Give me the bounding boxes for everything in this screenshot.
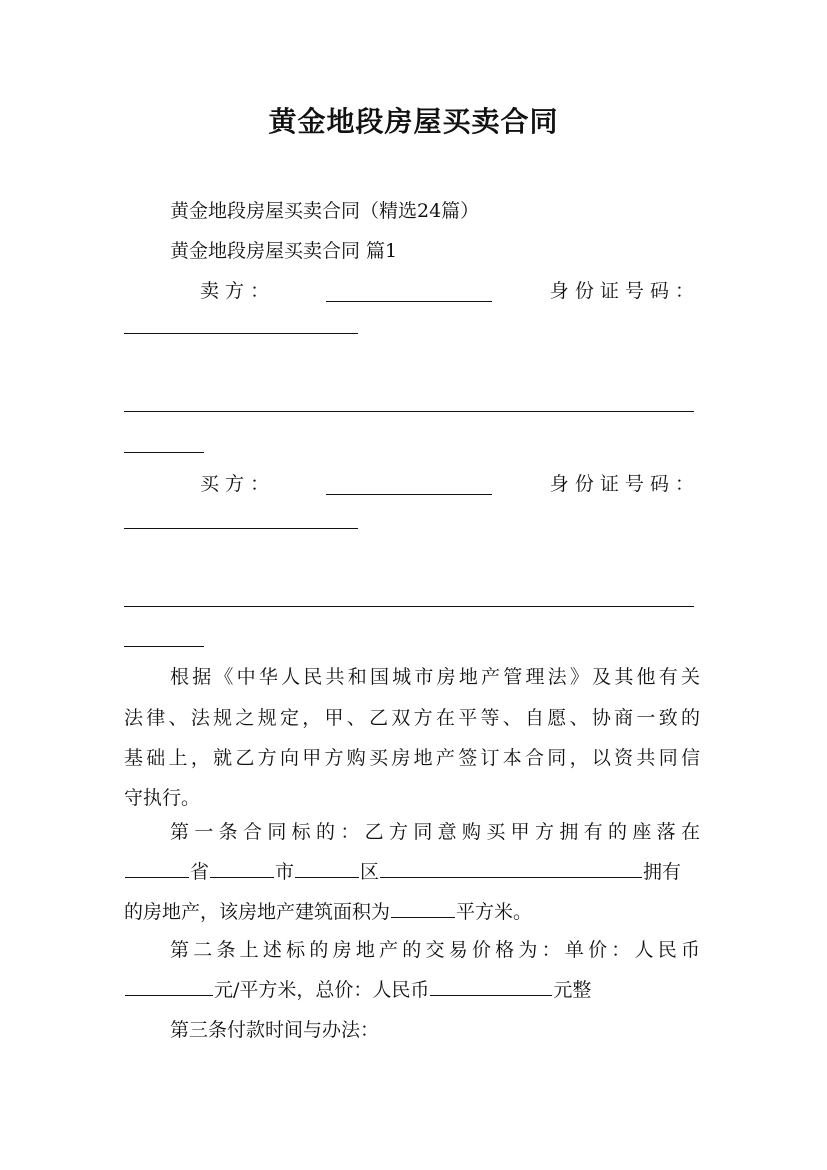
seller-id-label: 身 份 证 号 码 ： [549, 280, 694, 302]
buyer-name-blank[interactable] [326, 474, 492, 495]
owns-label: 拥有 [643, 861, 682, 883]
total-price-end: 元整 [553, 979, 592, 1001]
buyer-address-blank-cont[interactable] [124, 646, 204, 647]
seller-label: 卖 方 ： [200, 280, 270, 302]
seller-row [200, 276, 694, 306]
article1-line-3 [124, 897, 700, 927]
buyer-label: 买 方 ： [200, 473, 270, 495]
province-blank[interactable] [125, 857, 189, 878]
article1-line-1: 第一条合同标的：乙方同意购买甲方拥有的座落在 [170, 821, 700, 843]
buyer-row [200, 469, 694, 499]
city-blank[interactable] [210, 857, 274, 878]
seller-name-blank[interactable] [326, 281, 492, 302]
buyer-id-label: 身 份 证 号 码 ： [549, 473, 694, 495]
area-blank[interactable] [391, 897, 455, 918]
buyer-id-blank[interactable] [124, 528, 358, 529]
preamble-line-3: 基础上，就乙方向甲方购买房地产签订本合同，以资共同信 [124, 747, 700, 769]
location-blank[interactable] [380, 857, 642, 878]
area-unit: 平方米。 [456, 901, 533, 923]
district-label: 区 [360, 861, 380, 883]
district-blank[interactable] [295, 857, 359, 878]
seller-id-blank[interactable] [124, 333, 358, 334]
article3-line-1: 第三条付款时间与办法： [170, 1019, 380, 1041]
city-label: 市 [275, 861, 295, 883]
article2-line-2 [124, 975, 700, 1005]
total-price-blank[interactable] [430, 975, 552, 996]
area-text: 的房地产，该房地产建筑面积为 [124, 901, 391, 923]
buyer-address-blank[interactable] [124, 606, 694, 607]
preamble-line-4: 守执行。 [124, 787, 201, 809]
unit-price-blank[interactable] [125, 975, 213, 996]
preamble-line-1: 根据《中华人民共和国城市房地产管理法》及其他有关 [170, 666, 700, 688]
document-subtitle: 黄金地段房屋买卖合同（精选24篇） [170, 200, 480, 222]
province-label: 省 [190, 861, 210, 883]
unit-price-text: 元/平方米，总价：人民币 [214, 979, 430, 1001]
document-title: 黄金地段房屋买卖合同 [268, 105, 559, 138]
article2-line-1: 第二条上述标的房地产的交易价格为：单价：人民币 [170, 939, 700, 961]
article1-line-2 [124, 857, 700, 887]
seller-address-blank-cont[interactable] [124, 452, 204, 453]
article-heading: 黄金地段房屋买卖合同 篇1 [170, 240, 398, 262]
preamble-line-2: 法律、法规之规定，甲、乙双方在平等、自愿、协商一致的 [124, 707, 700, 729]
seller-address-blank[interactable] [124, 411, 694, 412]
